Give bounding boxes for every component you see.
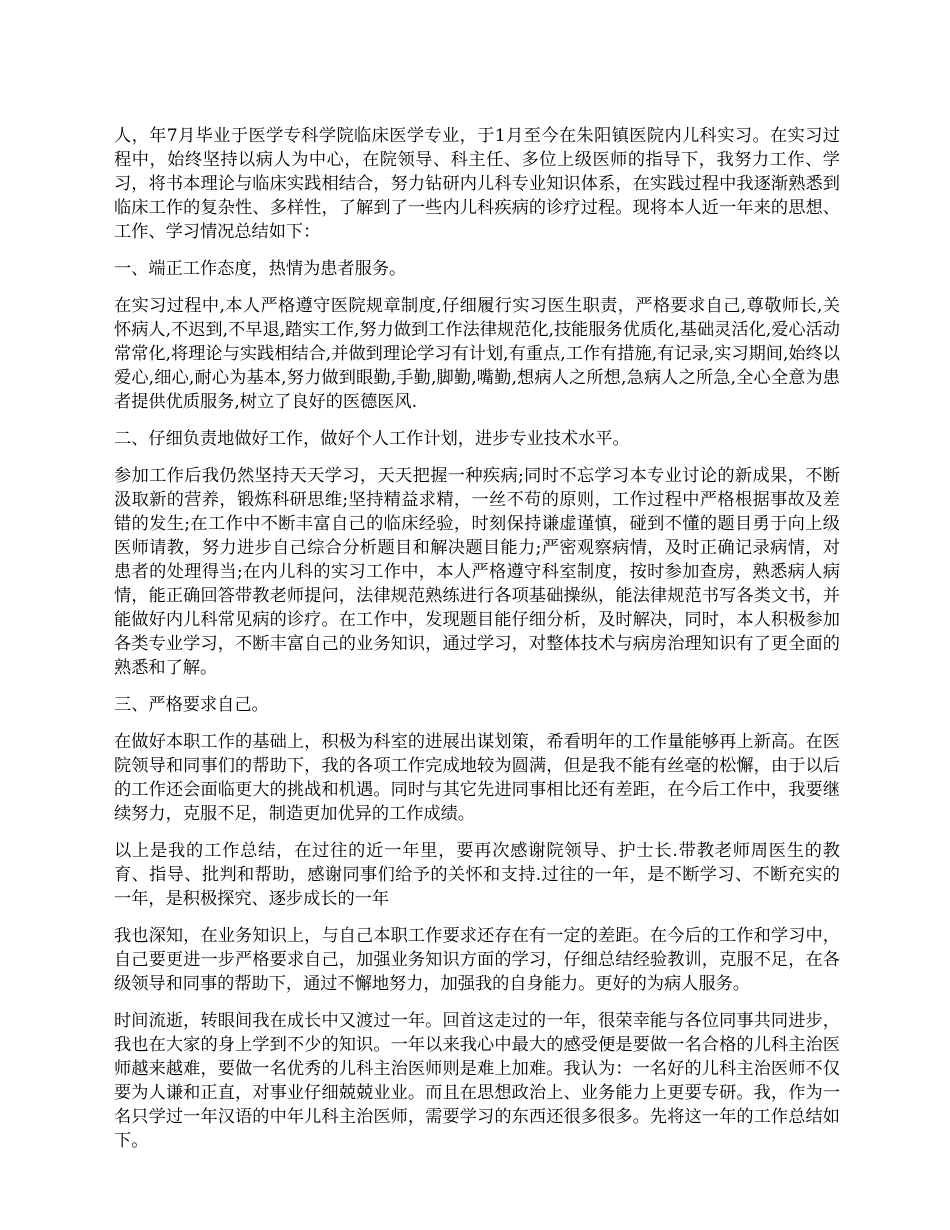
closing-paragraph: 时间流逝，转眼间我在成长中又渡过一年。回首这走过的一年，很荣幸能与各位同事共同进步，我也在大家的身上学到不少的知识。一年以来我心中最大的感受便是要做一名合格的儿科主治医师越来越难，要做一名优秀的儿科主治医师则是难上加难。我认为：一名好的儿科主治医师不仅要为人谦和正直，对事业仔细兢兢业业。而且在思想政治上、业务能力上更要专研。我，作为一名只学过一年汉语的中年儿科主治医师，需要学习的东西还很多很多。先将这一年的工作总结如下。 [114,1011,840,1151]
section-heading-2: 二、仔细负责地做好工作，做好个人工作计划，进步专业技术水平。 [114,429,630,449]
section-3-paragraph: 在做好本职工作的基础上，积极为科室的进展出谋划策，希看明年的工作量能够再上新高。在医院领导和同事们的帮助下，我的各项工作完成地较为圆满，但是我不能有丝毫的松懈，由于以后的工作还会面临更大的挑战和机遇。同时与其它先进同事相比还有差距，在今后工作中，我要继续努力，克服不足，制造更加优异的工作成绩。 [114,732,840,824]
reflection-paragraph: 我也深知，在业务知识上，与自己本职工作要求还存在有一定的差距。在今后的工作和学习中，自己要更进一步严格要求自己，加强业务知识方面的学习，仔细总结经验教训，克服不足，在各级领导和同事的帮助下，通过不懈地努力，加强我的自身能力。更好的为病人服务。 [114,926,840,994]
intro-paragraph: 人，年7月毕业于医学专科学院临床医学专业，于1月至今在朱阳镇医院内儿科实习。在实习过程中，始终坚持以病人为中心，在院领导、科主任、多位上级医师的指导下，我努力工作、学习，将书本理论与临床实践相结合，努力钻研内儿科专业知识体系，在实践过程中我逐渐熟悉到临床工作的复杂性、多样性，了解到了一些内儿科疾病的诊疗过程。现将本人近一年来的思想、工作、学习情况总结如下： [114,126,840,242]
summary-paragraph: 以上是我的工作总结，在过往的近一年里，要再次感谢院领导、护士长.带教老师周医生的教育、指导、批判和帮助，感谢同事们给予的关怀和支持.过往的一年，是不断学习、不断充实的一年，是积极探究、逐步成长的一年 [114,841,840,909]
section-heading-1: 一、端正工作态度，热情为患者服务。 [114,259,407,279]
section-2-paragraph: 参加工作后我仍然坚持天天学习，天天把握一种疾病;同时不忘学习本专业讨论的新成果，不断汲取新的营养，锻炼科研思维;坚持精益求精，一丝不苟的原则，工作过程中严格根据事故及差错的发生;在工作中不断丰富自己的临床经验，时刻保持谦虚谨慎，碰到不懂的题目勇于向上级医师请教，努力进步自己综合分析题目和解决题目能力;严密观察病情，及时正确记录病情，对患者的处理得当;在内儿科的实习工作中，本人严格遵守科室制度，按时参加查房，熟悉病人病情，能正确回答带教老师提问，法律规范熟练进行各项基础操纵，能法律规范书写各类文书，并能做好内儿科常见病的诊疗。在工作中，发现题目能仔细分析，及时解决，同时，本人积极参加各类专业学习，不断丰富自己的业务知识，通过学习，对整体技术与病房治理知识有了更全面的熟悉和了解。 [114,466,840,678]
section-heading-3: 三、严格要求自己。 [114,695,269,715]
section-1-paragraph: 在实习过程中,本人严格遵守医院规章制度,仔细履行实习医生职责，严格要求自己,尊敬师长,关怀病人,不迟到,不早退,踏实工作,努力做到工作法律规范化,技能服务优质化,基础灵活化,爱心活动常常化,将理论与实践相结合,并做到理论学习有计划,有重点,工作有措施,有记录,实习期间,始终以爱心,细心,耐心为基本,努力做到眼勤,手勤,脚勤,嘴勤,想病人之所想,急病人之所急,全心全意为患者提供优质服务,树立了良好的医德医风. [114,296,840,412]
document-page [114,124,840,1166]
